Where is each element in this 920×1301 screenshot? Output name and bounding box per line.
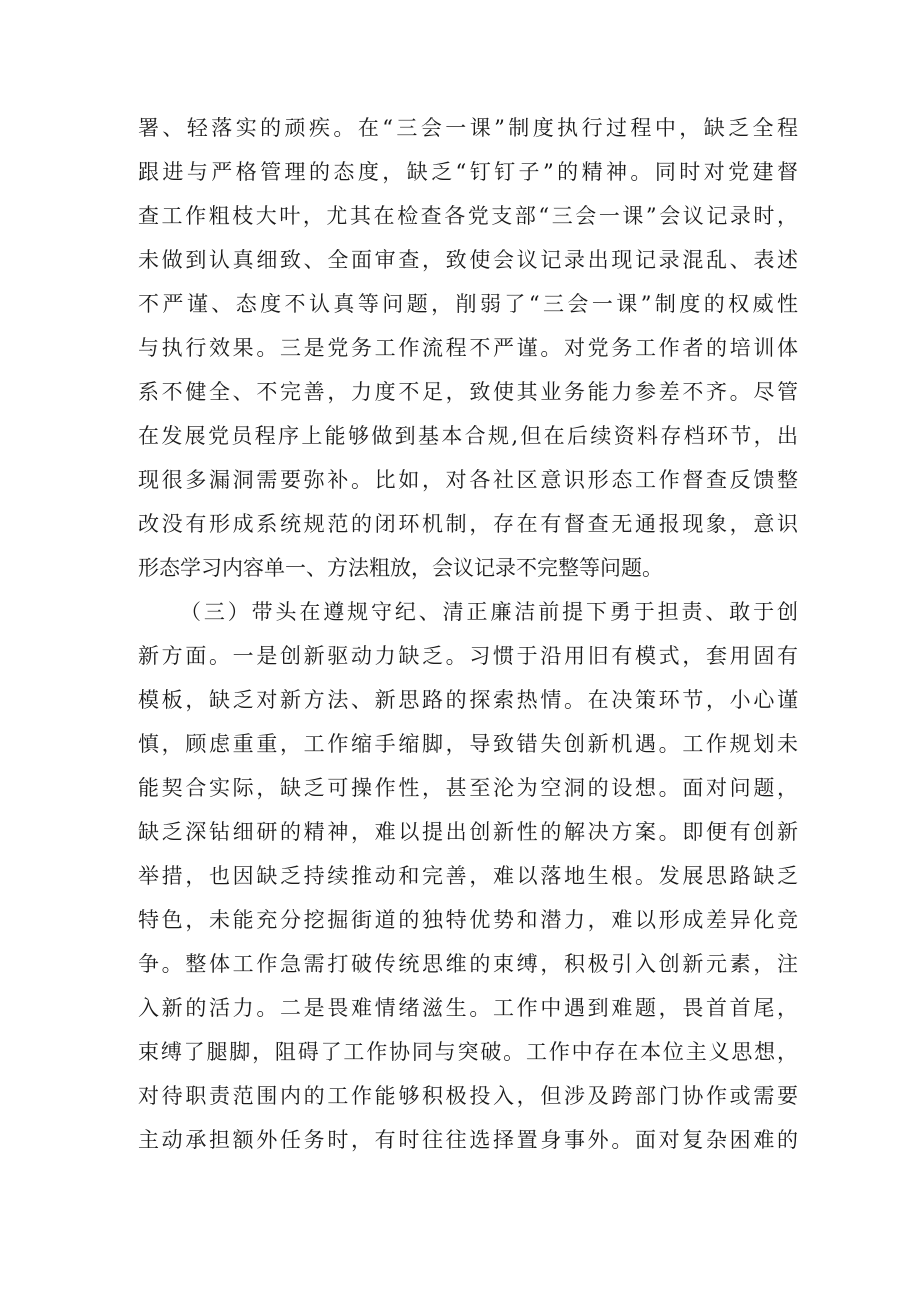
- text-line: 现很多漏洞需要弥补。比如，对各社区意识形态工作督查反馈整: [138, 468, 798, 492]
- text-line: 查工作粗枝大叶，尤其在检查各党支部“三会一课”会议记录时，: [138, 204, 798, 228]
- text-line: 与执行效果。三是党务工作流程不严谨。对党务工作者的培训体: [138, 336, 798, 360]
- text-line: 未做到认真细致、全面审查，致使会议记录出现记录混乱、表述: [138, 248, 798, 272]
- text-line: 不严谨、态度不认真等问题，削弱了“三会一课”制度的权威性: [138, 292, 798, 316]
- text-line: 改没有形成系统规范的闭环机制，存在有督查无通报现象，意识: [138, 512, 798, 536]
- text-line: 跟进与严格管理的态度，缺乏“钉钉子”的精神。同时对党建督: [138, 160, 798, 184]
- text-line: 新方面。一是创新驱动力缺乏。习惯于沿用旧有模式，套用固有: [138, 644, 798, 668]
- text-line: 举措，也因缺乏持续推动和完善，难以落地生根。发展思路缺乏: [138, 864, 798, 888]
- text-line: 模板，缺乏对新方法、新思路的探索热情。在决策环节，小心谨: [138, 688, 798, 712]
- text-line: 束缚了腿脚，阻碍了工作协同与突破。工作中存在本位主义思想，: [138, 1040, 798, 1064]
- text-line: 缺乏深钻细研的精神，难以提出创新性的解决方案。即便有创新: [138, 820, 798, 844]
- text-line: 对待职责范围内的工作能够积极投入，但涉及跨部门协作或需要: [138, 1084, 798, 1108]
- text-line: 能契合实际，缺乏可操作性，甚至沦为空洞的设想。面对问题，: [138, 776, 798, 800]
- text-line: 形态学习内容单一、方法粗放，会议记录不完整等问题。: [138, 556, 663, 580]
- text-line: 慎，顾虑重重，工作缩手缩脚，导致错失创新机遇。工作规划未: [138, 732, 798, 756]
- section-heading-line: （三）带头在遵规守纪、清正廉洁前提下勇于担责、敢于创: [180, 600, 798, 624]
- text-line: 署、轻落实的顽疾。在“三会一课”制度执行过程中，缺乏全程: [138, 116, 798, 140]
- text-line: 争。整体工作急需打破传统思维的束缚，积极引入创新元素，注: [138, 952, 798, 976]
- text-line: 特色，未能充分挖掘街道的独特优势和潜力，难以形成差异化竞: [138, 908, 798, 932]
- text-line: 系不健全、不完善，力度不足，致使其业务能力参差不齐。尽管: [138, 380, 798, 404]
- text-line: 主动承担额外任务时，有时往往选择置身事外。面对复杂困难的: [138, 1128, 798, 1152]
- text-line: 在发展党员程序上能够做到基本合规,但在后续资料存档环节，出: [138, 424, 798, 448]
- text-line: 入新的活力。二是畏难情绪滋生。工作中遇到难题，畏首首尾，: [138, 996, 798, 1020]
